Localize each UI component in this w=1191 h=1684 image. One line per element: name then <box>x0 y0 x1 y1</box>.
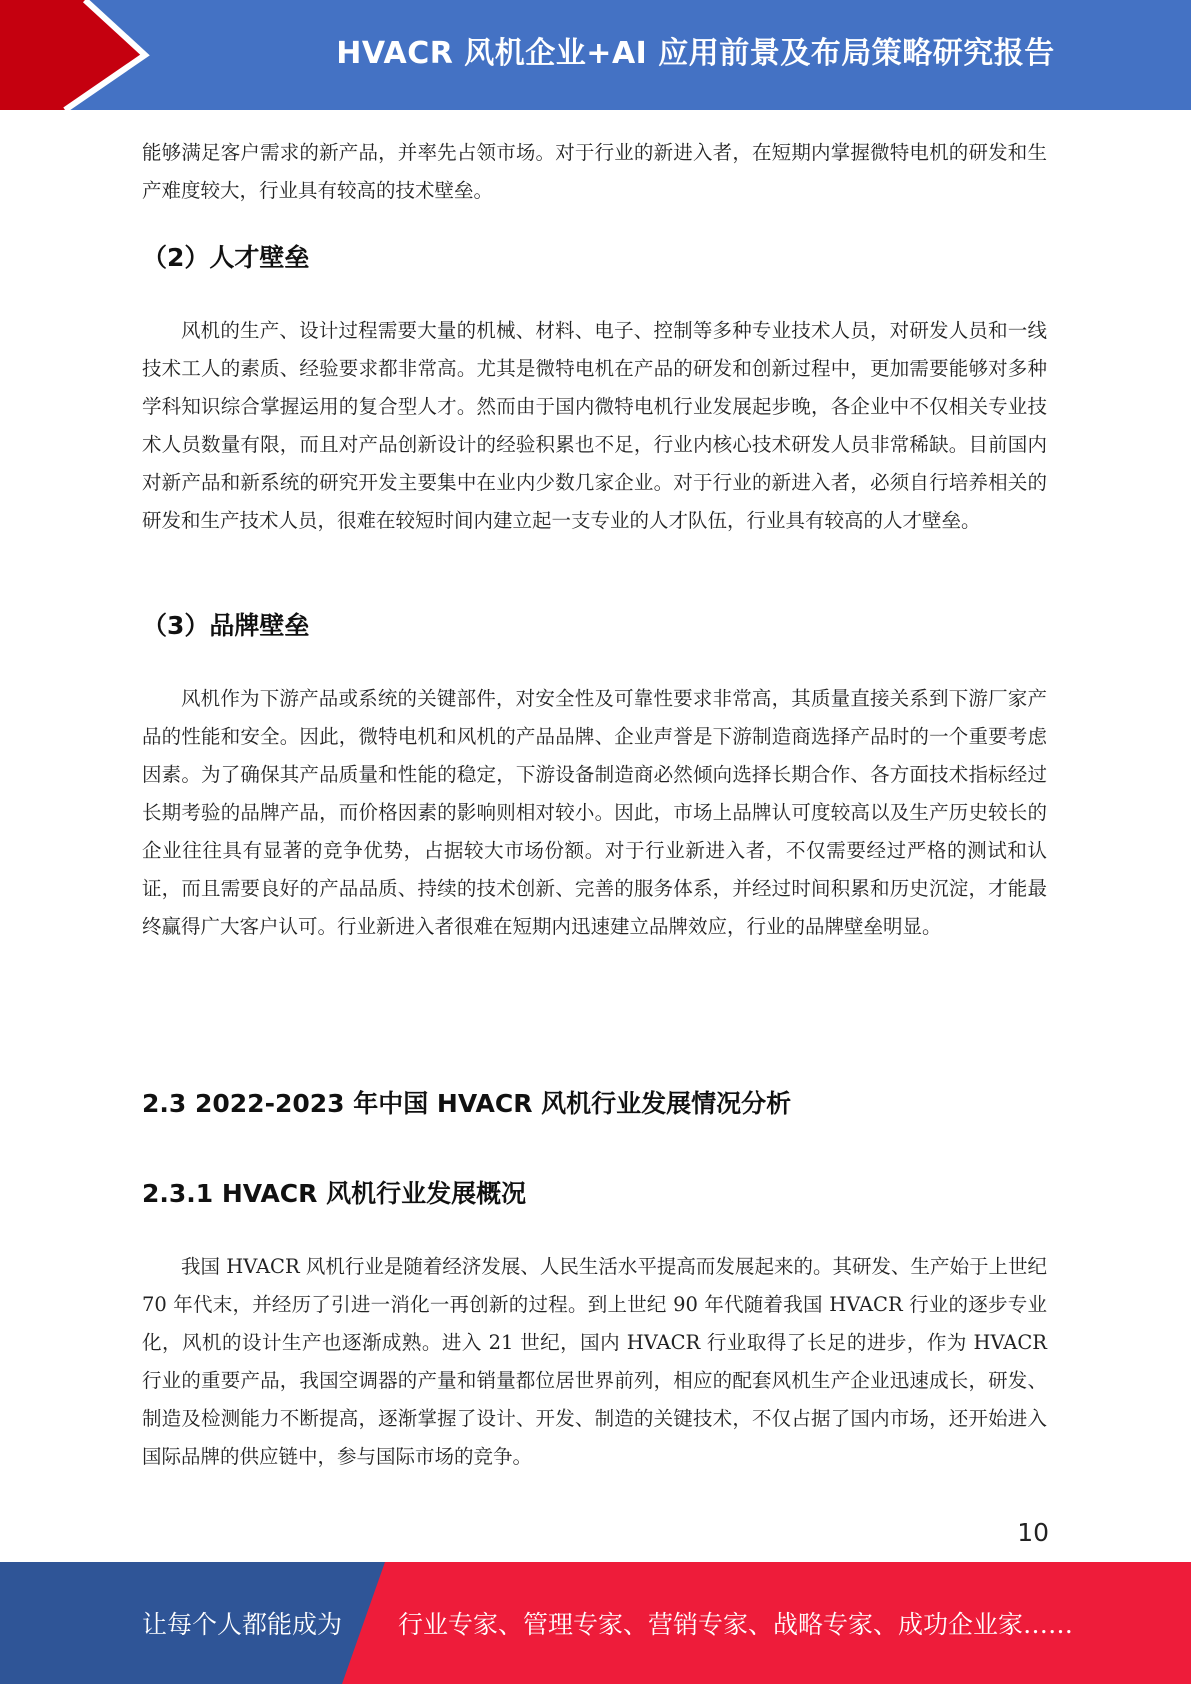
footer-slogan-right: 行业专家、管理专家、营销专家、战略专家、成功企业家…… <box>398 1610 1074 1639</box>
paragraph-text: 风机作为下游产品或系统的关键部件，对安全性及可靠性要求非常高，其质量直接关系到下游厂家产品的性能和安全。因此，微特电机和风机的产品品牌、企业声誉是下游制造商选择产品时的一个重要考虑因素。为了确保其产品质量和性能的稳定，下游设备制造商必然倾向选择长期合作、各方面技术指标经过长期考验的品牌产品，而价格因素的影响则相对较小。因此，市场上品牌认可度较高以及生产历史较长的企业往往具有显著的竞争优势，占据较大市场份额。对于行业新进入者，不仅需要经过严格的测试和认证，而且需要良好的产品品质、持续的技术创新、完善的服务体系，并经过时间积累和历史沉淀，才能最终赢得广大客户认可。行业新进入者很难在短期内迅速建立品牌效应，行业的品牌壁垒明显。 <box>142 687 1047 938</box>
page-footer <box>0 1562 1191 1684</box>
paragraph-text: 我国 HVACR 风机行业是随着经济发展、人民生活水平提高而发展起来的。其研发、生产始于上世纪 70 年代末，并经历了引进一消化一再创新的过程。到上世纪 90 年代随着我国 HVACR 行业的逐步专业化，风机的设计生产也逐渐成熟。进入 21 世纪，国内 HVACR 行业取得了长足的进步，作为 HVACR 行业的重要产品，我国空调器的产量和销量都位居世界前列，相应的配套风机生产企业迅速成长，研发、制造及检测能力不断提高，逐渐掌握了设计、开发、制造的关键技术，不仅占据了国内市场，还开始进入国际品牌的供应链中，参与国际市场的竞争。 <box>142 1255 1047 1468</box>
heading-talent-barrier: （2）人才壁垒 <box>142 243 310 272</box>
subsection-heading-2-3-1: 2.3.1 HVACR 风机行业发展概况 <box>142 1179 527 1208</box>
page-header <box>0 0 1191 110</box>
footer-slogan-left: 让每个人都能成为 <box>142 1610 343 1639</box>
paragraph-text: 能够满足客户需求的新产品，并率先占领市场。对于行业的新进入者，在短期内掌握微特电机的研发和生产难度较大，行业具有较高的技术壁垒。 <box>142 141 1047 202</box>
paragraph-industry-overview <box>142 1248 1047 1476</box>
header-title: HVACR 风机企业+AI 应用前景及布局策略研究报告 <box>336 36 1055 71</box>
paragraph-talent-barrier <box>142 312 1047 540</box>
paragraph-brand-barrier <box>142 680 1047 946</box>
section-heading-2-3: 2.3 2022-2023 年中国 HVACR 风机行业发展情况分析 <box>142 1089 792 1118</box>
page-number: 10 <box>1017 1518 1049 1547</box>
paragraph-text: 风机的生产、设计过程需要大量的机械、材料、电子、控制等多种专业技术人员，对研发人员和一线技术工人的素质、经验要求都非常高。尤其是微特电机在产品的研发和创新过程中，更加需要能够对多种学科知识综合掌握运用的复合型人才。然而由于国内微特电机行业发展起步晚，各企业中不仅相关专业技术人员数量有限，而且对产品创新设计的经验积累也不足，行业内核心技术研发人员非常稀缺。目前国内对新产品和新系统的研究开发主要集中在业内少数几家企业。对于行业的新进入者，必须自行培养相关的研发和生产技术人员，很难在较短时间内建立起一支专业的人才队伍，行业具有较高的人才壁垒。 <box>142 319 1047 532</box>
paragraph-tech-barrier-end <box>142 134 1047 210</box>
heading-brand-barrier: （3）品牌壁垒 <box>142 611 310 640</box>
